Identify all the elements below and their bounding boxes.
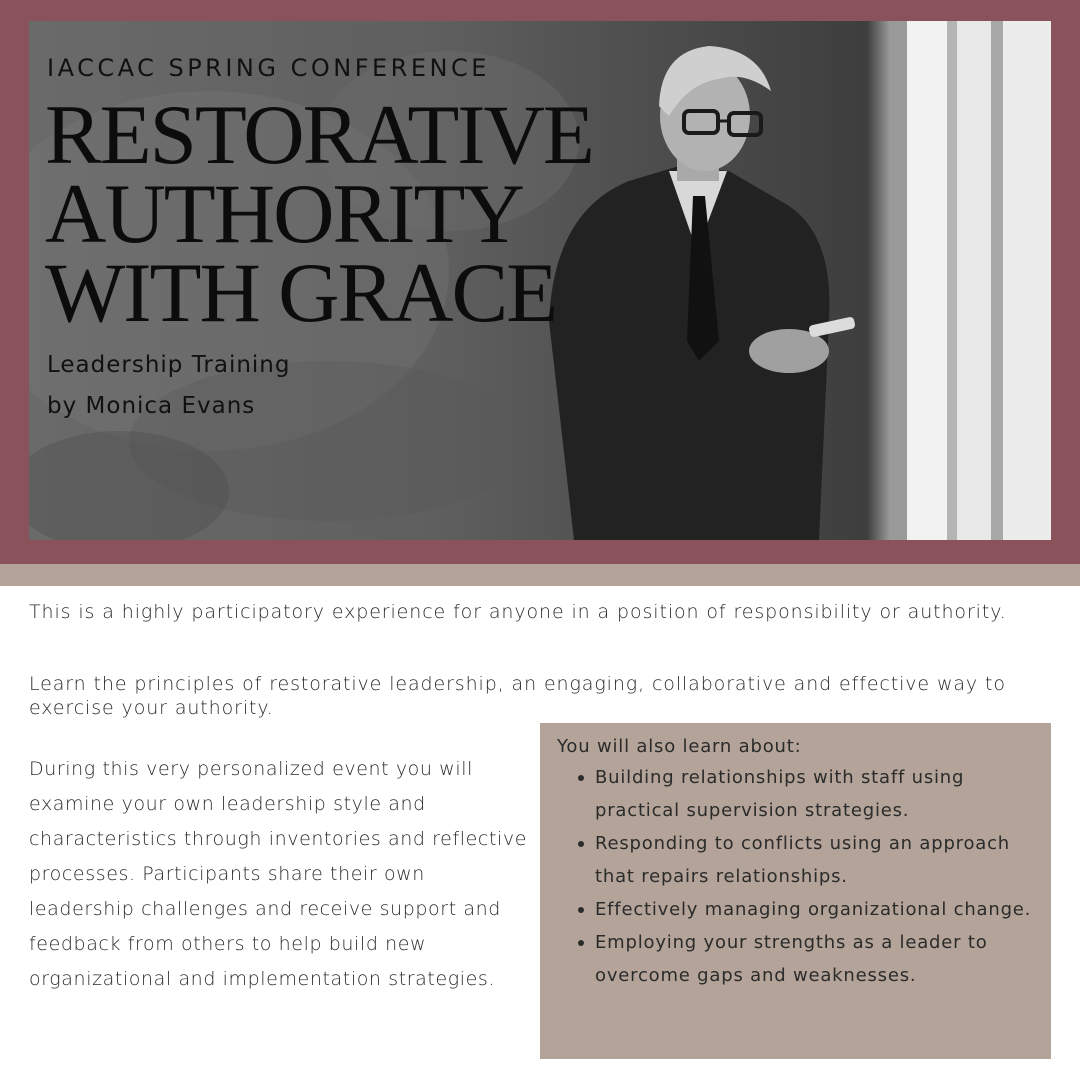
bullet-icon: [578, 940, 584, 946]
learn-paragraph: Learn the principles of restorative leadership, an engaging, collaborative and effective way to exercise your authority.: [29, 673, 1006, 719]
presenter: by Monica Evans: [47, 393, 256, 419]
title-line-3: WITH GRACE: [45, 246, 557, 340]
title-line-2: AUTHORITY: [45, 167, 523, 261]
details-paragraph: During this very personalized event you will examine your own leadership style and characteristics through inventories and reflective processes. Participants share their own leadership challenges and receive support and feedback from others to help build new organizational and implementation strategies.: [29, 758, 528, 990]
bullet-icon: [578, 841, 584, 847]
training-type: Leadership Training: [47, 352, 291, 378]
list-item: [557, 893, 1037, 926]
topics-box: [540, 723, 1051, 1059]
subtitle: [47, 345, 290, 427]
list-item-text: Effectively managing organizational change.: [595, 899, 1032, 920]
list-item: [557, 827, 1037, 893]
intro-paragraph: This is a highly participatory experience for anyone in a position of responsibility or authority.: [29, 601, 1007, 623]
bullet-icon: [578, 907, 584, 913]
list-item: [557, 926, 1037, 992]
list-item: [557, 761, 1037, 827]
title-line-1: RESTORATIVE: [45, 88, 593, 182]
topics-heading: You will also learn about:: [557, 736, 802, 757]
list-item-text: Responding to conflicts using an approach that repairs relationships.: [595, 833, 1011, 887]
bullet-icon: [578, 775, 584, 781]
list-item-text: Employing your strengths as a leader to overcome gaps and weaknesses.: [595, 932, 988, 986]
topics-list: [557, 761, 1037, 992]
page-title: [45, 88, 593, 340]
conference-name: IACCAC SPRING CONFERENCE: [47, 54, 490, 82]
list-item-text: Building relationships with staff using practical supervision strategies.: [595, 767, 965, 821]
divider-band: [0, 564, 1080, 586]
